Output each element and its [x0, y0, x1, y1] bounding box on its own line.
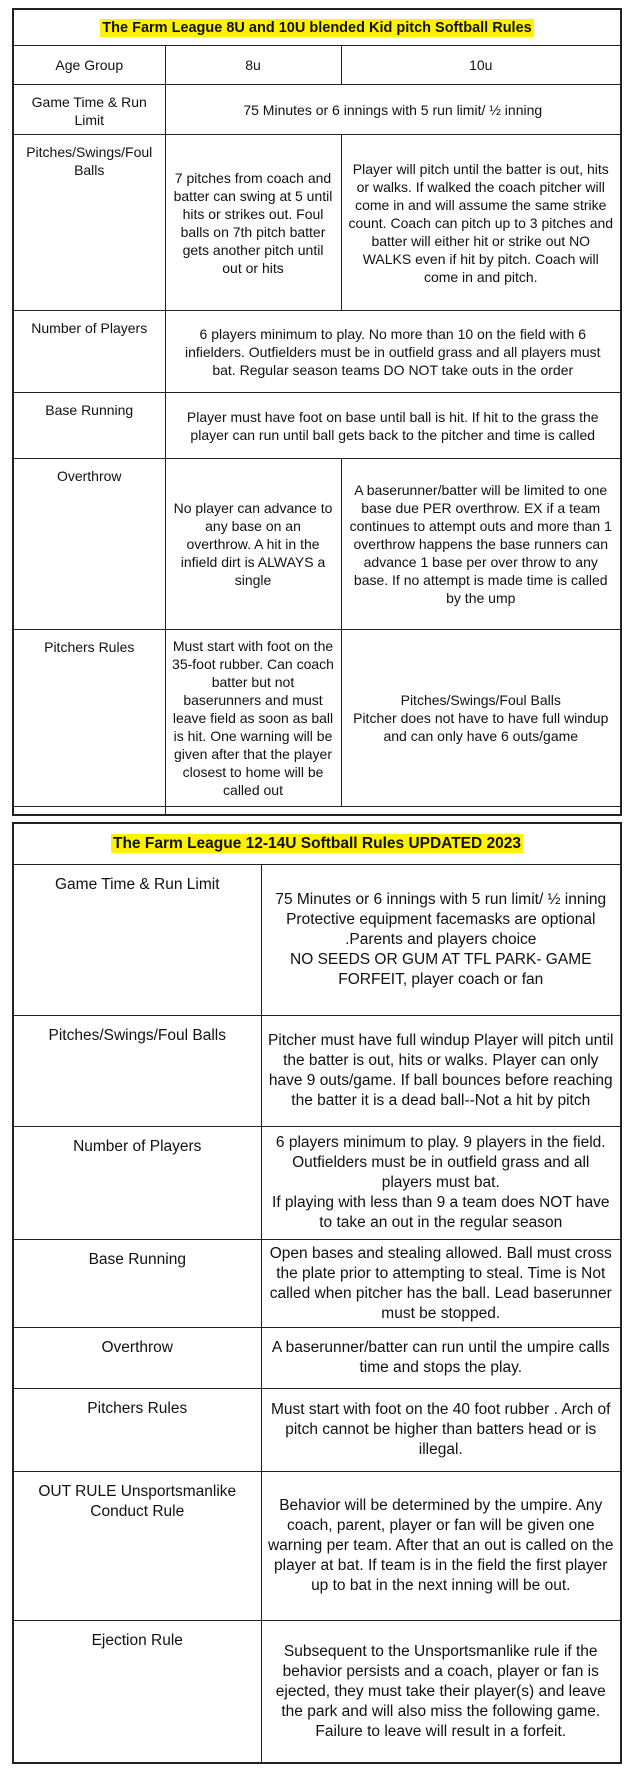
game-time-label: Game Time & Run Limit: [13, 85, 165, 135]
table-title-text: The Farm League 8U and 10U blended Kid pitch Softball Rules: [102, 19, 532, 36]
overthrow-8u: No player can advance to any base on an overthrow. A hit in the infield dirt is ALWAYS a single: [165, 458, 341, 629]
age-group-label: Age Group: [13, 46, 165, 85]
base-running-label: Base Running: [13, 393, 165, 458]
overthrow-label: Overthrow: [13, 1328, 261, 1389]
table-title: [13, 823, 621, 865]
game-time-label: Game Time & Run Limit: [13, 865, 261, 1016]
rules-table-12-14u: [12, 822, 622, 1764]
table-title: [13, 9, 621, 46]
out-rule-value: Behavior will be determined by the umpire. Any coach, parent, player or fan will be given one warning per team. After that an out is called on the player at bat. If team is in the field the first player up to bat in the next inning will be out.: [261, 1472, 621, 1621]
overthrow-value: A baserunner/batter can run until the umpire calls time and stops the play.: [261, 1328, 621, 1389]
pitchers-rules-label: Pitchers Rules: [13, 1388, 261, 1472]
spacer-cell: [165, 806, 621, 815]
overthrow-10u: A baserunner/batter will be limited to one base due PER overthrow. EX if a team continues to attempt outs and more than 1 overthrow happens the base runners can advance 1 base per over throw to any base. If no attempt is made time is called by the ump: [341, 458, 621, 629]
pitchers-rules-label: Pitchers Rules: [13, 629, 165, 806]
pitchers-rules-10u: Pitches/Swings/Foul Balls Pitcher does not have to have full windup and can only have 6 outs/game: [341, 629, 621, 806]
pitches-label: Pitches/Swings/Foul Balls: [13, 135, 165, 311]
pitches-value: Pitcher must have full windup Player will pitch until the batter is out, hits or walks. Player can only have 9 outs/game. If ball bounces before reaching the batter it is a dead ball--Not a hit by pitch: [261, 1016, 621, 1127]
base-running-label: Base Running: [13, 1240, 261, 1328]
pitches-8u: 7 pitches from coach and batter can swing at 5 until hits or strikes out. Foul balls on 7th pitch batter gets another pitch until out or hits: [165, 135, 341, 311]
base-running-value: Open bases and stealing allowed. Ball must cross the plate prior to attempting to steal. Time is Not called when pitcher has the ball. Lead baserunner must be stopped.: [261, 1240, 621, 1328]
pitches-10u: Player will pitch until the batter is out, hits or walks. If walked the coach pitcher will come in and will assume the same strike count. Coach can pitch up to 3 pitches and batter will either hit or strike out NO WALKS even if hit by pitch. Coach will come in and pitch.: [341, 135, 621, 311]
ejection-rule-label: Ejection Rule: [13, 1621, 261, 1763]
rules-table-8u-10u: [12, 8, 622, 816]
table-title-text: The Farm League 12-14U Softball Rules UPDATED 2023: [113, 835, 521, 853]
players-value: 6 players minimum to play. 9 players in the field. Outfielders must be in outfield grass and all players must bat. If playing with less than 9 a team does NOT have to take an out in the regular season: [261, 1127, 621, 1240]
base-running-value: Player must have foot on base until ball is hit. If hit to the grass the player can run until ball gets back to the pitcher and time is called: [165, 393, 621, 458]
game-time-value: 75 Minutes or 6 innings with 5 run limit/ ½ inning: [165, 85, 621, 135]
out-rule-label: OUT RULE Unsportsmanlike Conduct Rule: [13, 1472, 261, 1621]
pitches-label: Pitches/Swings/Foul Balls: [13, 1016, 261, 1127]
players-label: Number of Players: [13, 1127, 261, 1240]
game-time-value: 75 Minutes or 6 innings with 5 run limit/ ½ inning Protective equipment facemasks are optional .Parents and players choice NO SEEDS OR GUM AT TFL PARK- GAME FORFEIT, player coach or fan: [261, 865, 621, 1016]
spacer-cell: [13, 806, 165, 815]
age-8u-header: 8u: [165, 46, 341, 85]
pitchers-rules-value: Must start with foot on the 40 foot rubber . Arch of pitch cannot be higher than batters head or is illegal.: [261, 1388, 621, 1472]
age-10u-header: 10u: [341, 46, 621, 85]
players-label: Number of Players: [13, 311, 165, 393]
pitchers-rules-8u: Must start with foot on the 35-foot rubber. Can coach batter but not baserunners and must leave field as soon as ball is hit. One warning will be given after that the player closest to home will be called out: [165, 629, 341, 806]
overthrow-label: Overthrow: [13, 458, 165, 629]
players-value: 6 players minimum to play. No more than 10 on the field with 6 infielders. Outfielders must be in outfield grass and all players must bat. Regular season teams DO NOT take outs in the order: [165, 311, 621, 393]
ejection-rule-value: Subsequent to the Unsportsmanlike rule if the behavior persists and a coach, player or fan is ejected, they must take their player(s) and leave the park and will also miss the following game. Failure to leave will result in a forfeit.: [261, 1621, 621, 1763]
